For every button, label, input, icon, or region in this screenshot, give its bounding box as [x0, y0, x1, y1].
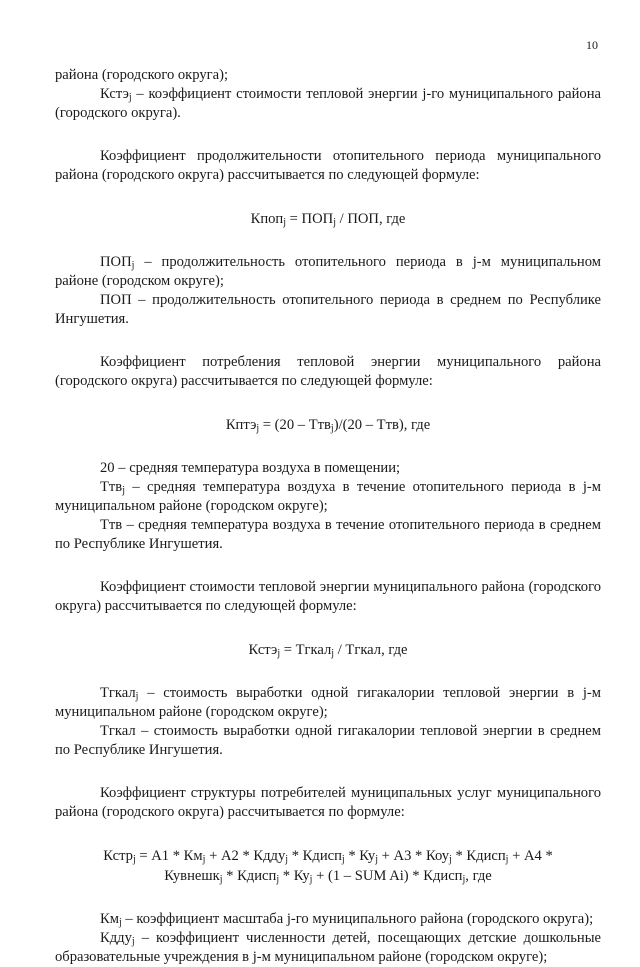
text-run: Кпоп	[250, 211, 284, 227]
subscript: j	[219, 874, 223, 885]
subscript: j	[132, 854, 136, 865]
subscript: j	[283, 217, 287, 228]
spacer	[55, 886, 601, 910]
formula	[55, 866, 601, 886]
paragraph	[55, 516, 601, 554]
formula	[55, 640, 601, 660]
paragraph	[55, 478, 601, 516]
text-run: / ПОП, где	[335, 211, 406, 227]
paragraph	[55, 722, 601, 760]
subscript: j	[505, 854, 509, 865]
text-run: ПОП	[100, 254, 132, 270]
spacer	[55, 329, 601, 353]
text-run: + (1 – SUM Ai) * Кдисп	[312, 868, 463, 884]
subscript: j	[309, 874, 313, 885]
text-run: + А3 * Коу	[378, 848, 450, 864]
paragraph	[55, 784, 601, 822]
spacer	[55, 185, 601, 209]
subscript: j	[128, 92, 132, 103]
text-run: – стоимость выработки одной гигакалории тепловой энергии в j-м муниципальном районе (городском округе);	[55, 685, 601, 720]
formula	[55, 846, 601, 866]
spacer	[55, 123, 601, 147]
paragraph	[55, 353, 601, 391]
paragraph	[55, 910, 601, 929]
text-run: * Кдисп	[222, 868, 277, 884]
formula	[55, 209, 601, 229]
paragraph	[55, 85, 601, 123]
text-run: Коэффициент продолжительности отопительного периода муниципального района (городского округа) рассчитывается по следующей формуле:	[55, 148, 601, 183]
text-run: – коэффициент численности детей, посещающих детские дошкольные образовательные учреждения в j-м муниципальном районе (городском округе);	[55, 930, 601, 965]
spacer	[55, 660, 601, 684]
formula	[55, 415, 601, 435]
spacer	[55, 229, 601, 253]
text-run: Тгкал – стоимость выработки одной гигакалории тепловой энергии в среднем по Республике Ингушетия.	[55, 723, 601, 758]
subscript: j	[131, 260, 135, 271]
paragraph	[55, 291, 601, 329]
text-run: / Тгкал, где	[334, 642, 408, 658]
paragraph	[55, 253, 601, 291]
text-run: ПОП – продолжительность отопительного периода в среднем по Республике Ингушетия.	[55, 292, 601, 327]
text-run: Ттв	[100, 479, 123, 495]
text-run: Тгкал	[100, 685, 136, 701]
subscript: j	[449, 854, 452, 865]
text-run: * Кдисп	[451, 848, 506, 864]
text-run: = ПОП	[286, 211, 334, 227]
text-run: Км	[100, 911, 119, 927]
text-run: Кстр	[103, 848, 133, 864]
spacer	[55, 554, 601, 578]
subscript: j	[202, 854, 206, 865]
spacer	[55, 760, 601, 784]
text-run: = А1 * Км	[135, 848, 203, 864]
subscript: j	[330, 423, 334, 434]
subscript: j	[276, 874, 280, 885]
paragraph	[55, 929, 601, 967]
document-body	[55, 66, 601, 967]
paragraph	[55, 66, 601, 85]
text-run: Коэффициент структуры потребителей муниципальных услуг муниципального района (городского округа) рассчитывается по формуле:	[55, 785, 601, 820]
text-run: – средняя температура воздуха в течение отопительного периода в j-м муниципальном районе (городском округе);	[55, 479, 601, 514]
subscript: j	[256, 423, 260, 434]
text-run: Кстэ	[248, 642, 278, 658]
text-run: – коэффициент масштаба j-го муниципального района (городского округа);	[121, 911, 594, 927]
spacer	[55, 616, 601, 640]
spacer	[55, 435, 601, 459]
spacer	[55, 391, 601, 415]
text-run: районa (городского округа);	[55, 67, 229, 83]
paragraph	[55, 684, 601, 722]
text-run: Кдду	[100, 930, 132, 946]
subscript: j	[277, 648, 281, 659]
paragraph	[55, 459, 601, 478]
text-run: Кстэ	[100, 86, 129, 102]
text-run: = Тгкал	[280, 642, 332, 658]
subscript: j	[462, 874, 466, 885]
subscript: j	[135, 691, 139, 702]
text-run: Кптэ	[225, 417, 257, 433]
text-run: * Ку	[344, 848, 376, 864]
paragraph	[55, 578, 601, 616]
subscript: j	[341, 854, 345, 865]
text-run: + А2 * Кдду	[205, 848, 286, 864]
subscript: j	[333, 217, 336, 228]
text-run: * Ку	[279, 868, 310, 884]
subscript: j	[285, 854, 289, 865]
subscript: j	[331, 648, 335, 659]
text-run: – продолжительность отопительного периода в j-м муниципальном районе (городском округе);	[55, 254, 601, 289]
subscript: j	[122, 485, 125, 496]
text-run: )/(20 – Ттв), где	[333, 417, 431, 433]
subscript: j	[118, 917, 122, 928]
text-run: + А4 *	[508, 848, 553, 864]
text-run: , где	[465, 868, 492, 884]
text-run: – коэффициент стоимости тепловой энергии j-го муниципального района (городского округа).	[55, 86, 601, 121]
text-run: * Кдисп	[288, 848, 342, 864]
subscript: j	[131, 936, 135, 947]
text-run: Кувнешк	[164, 868, 220, 884]
text-run: Ттв – средняя температура воздуха в течение отопительного периода в среднем по Республике Ингушетия.	[55, 517, 601, 552]
paragraph	[55, 147, 601, 185]
page-number: 10	[586, 38, 598, 52]
text-run: 20 – средняя температура воздуха в помещении;	[100, 460, 401, 476]
text-run: = (20 – Ттв	[259, 417, 331, 433]
text-run: Коэффициент стоимости тепловой энергии муниципального района (городского округа) рассчитывается по следующей формуле:	[55, 579, 601, 614]
spacer	[55, 822, 601, 846]
subscript: j	[375, 854, 379, 865]
text-run: Коэффициент потребления тепловой энергии муниципального района (городского округа) рассчитывается по следующей формуле:	[55, 354, 601, 389]
